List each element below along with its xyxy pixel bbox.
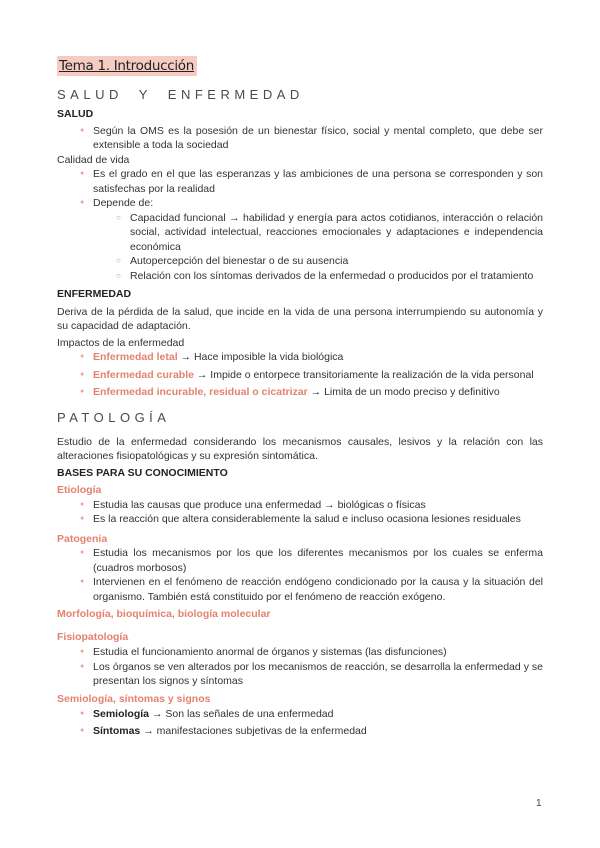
section-heading-salud-enfermedad: SALUD Y ENFERMEDAD [57,87,304,102]
semiologia-desc: → Son las señales de una enfermedad [151,708,334,720]
enfermedad-label: ENFERMEDAD [57,288,132,300]
list-item: ● Los órganos se ven alterados por los mecanismos de reacción, se desarrolla la enfermedad y se presentan los signos y síntomas [93,660,543,689]
patogenia-label: Patogenia [57,532,108,545]
impacto-term: Enfermedad curable [93,368,194,381]
impacto-desc: → Limita de un modo preciso y definitivo [310,386,500,398]
etiologia-label: Etiología [57,484,102,496]
fisiopatologia-list [57,645,543,689]
sublist-item: ○ Capacidad funcional → habilidad y energía para actos cotidianos, interacción o relación social, actividad intelectual, reacciones emocionales y adaptaciones e independencia económica [130,211,543,255]
semiologia-desc: → manifestaciones subjetivas de la enfermedad [143,724,367,737]
list-item: ● Es la reacción que altera considerablemente la salud e incluso ocasiona lesiones residuales [93,512,543,527]
impacto-desc: → Impide o entorpece transitoriamente la realización de la vida personal [196,368,534,381]
impacto-desc: → Hace imposible la vida biológica [180,351,344,363]
depende-label: Depende de: [93,197,154,209]
list-item: ● Estudia los mecanismos por los que los diferentes mecanismos por los cuales se enferma (cuadros morbosos) [93,546,543,575]
depende-sublist [93,211,543,284]
title-row [57,56,543,77]
list-item: ● Estudia las causas que produce una enfermedad → biológicas o físicas [93,498,543,513]
semiologia-item [93,724,543,739]
bases-label: BASES PARA SU CONOCIMIENTO [57,466,228,479]
semiologia-list [57,707,543,738]
list-item: ● Estudia el funcionamiento anormal de órganos y sistemas (las disfunciones) [93,645,543,660]
enfermedad-text: Deriva de la pérdida de la salud, que incide en la vida de una persona interrumpiendo su autonomía y su capacidad de adaptación. [57,305,543,332]
calidad-de-vida-list [57,167,543,283]
impacto-term: Enfermedad letal [93,351,178,363]
fisiopatologia-label: Fisiopatología [57,630,129,643]
list-item-depende [93,196,543,283]
patologia-text: Estudio de la enfermedad considerando los mecanismos causales, lesivos y la relación con las alteraciones fisiopatológicas y su expresión sintomática. [57,435,543,462]
semiologia-term: Síntomas [93,724,141,737]
list-item: ● Es el grado en el que las esperanzas y las ambiciones de una persona se corresponden y son satisfechas por la realidad [93,167,543,196]
patogenia-list [57,546,543,604]
impactos-label: Impactos de la enfermedad [57,336,185,349]
impacto-item [93,385,543,400]
impactos-list [57,350,543,400]
page-content [57,56,543,740]
section-heading-patologia: PATOLOGÍA [57,409,171,425]
sublist-item: ○ Autopercepción del bienestar o de su ausencia [130,254,543,269]
page-number: 1 [536,798,542,809]
salud-label: SALUD [57,108,94,120]
morfologia-label: Morfología, bioquímica, biología molecular [57,608,271,620]
salud-list [57,124,543,153]
impacto-item [93,368,543,383]
impacto-item [93,350,543,365]
list-item: ● Intervienen en el fenómeno de reacción endógeno condicionado por la causa y la situación del organismo. También está constituido por el fenómeno de reacción exógeno. [93,575,543,604]
sublist-item: ○ Relación con los síntomas derivados de la enfermedad o producidos por el tratamiento [130,269,543,284]
page-title: Tema 1. Introducción [57,56,197,76]
semiologia-term: Semiología [93,708,150,720]
etiologia-list [57,498,543,527]
calidad-de-vida-label: Calidad de vida [57,153,130,166]
list-item: ● Según la OMS es la posesión de un bienestar físico, social y mental completo, que debe ser extensible a toda la sociedad [93,124,543,153]
semiologia-label: Semiología, síntomas y signos [57,692,211,705]
semiologia-item [93,707,543,722]
impacto-term: Enfermedad incurable, residual o cicatrizar [93,386,308,398]
